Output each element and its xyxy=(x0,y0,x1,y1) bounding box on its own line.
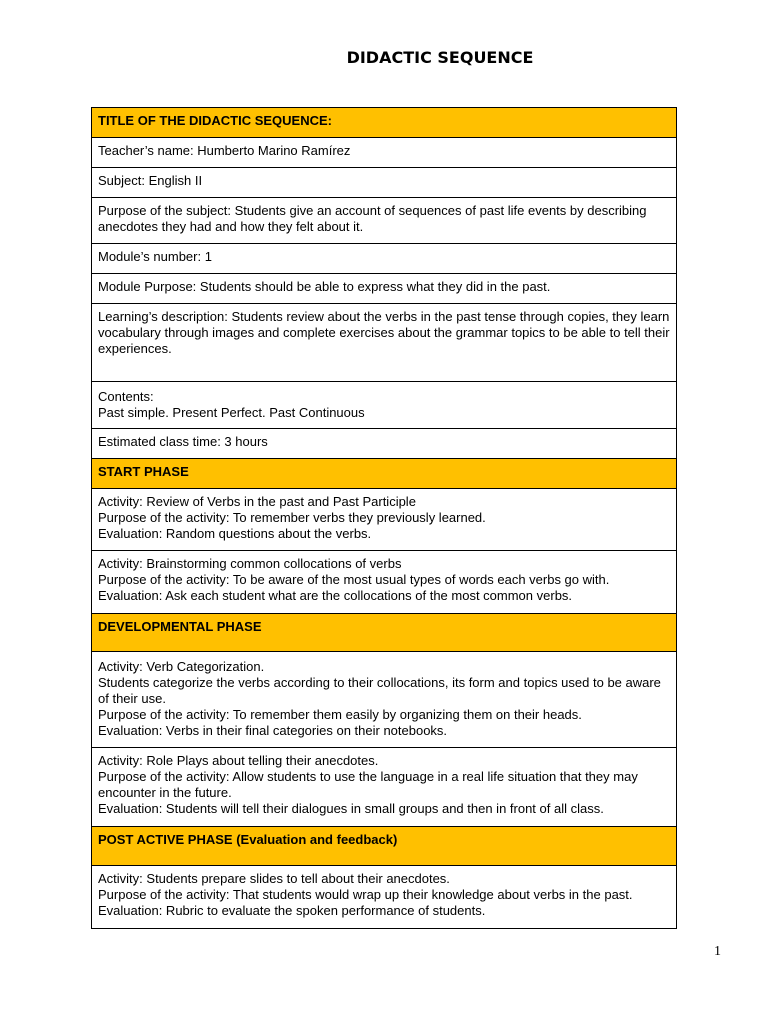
page-number: 1 xyxy=(714,944,721,959)
post-active-activity-row: Activity: Students prepare slides to tell about their anecdotes. Purpose of the activity: That students would wrap up their knowledge about verbs in the past. Evaluation: Rubric to evaluate the spoken performance of students. xyxy=(92,866,677,929)
developmental-activity-2-row: Activity: Role Plays about telling their anecdotes. Purpose of the activity: Allow students to use the language in a real life situation that they may encounter in the future. Evaluation: Students will tell their dialogues in small groups and then in front of all class. xyxy=(92,748,677,827)
module-purpose-row: Module Purpose: Students should be able to express what they did in the past. xyxy=(92,274,677,304)
estimated-class-time-row: Estimated class time: 3 hours xyxy=(92,429,677,459)
developmental-phase-header: DEVELOPMENTAL PHASE xyxy=(92,614,677,652)
start-activity-1-row: Activity: Review of Verbs in the past and Past Participle Purpose of the activity: To remember verbs they previously learned. Evaluation: Random questions about the verbs. xyxy=(92,489,677,551)
document-title: DIDACTIC SEQUENCE xyxy=(346,48,534,67)
teacher-name-row: Teacher’s name: Humberto Marino Ramírez xyxy=(92,138,677,168)
post-active-phase-header: POST ACTIVE PHASE (Evaluation and feedback) xyxy=(92,827,677,866)
start-activity-2-row: Activity: Brainstorming common collocations of verbs Purpose of the activity: To be aware of the most usual types of words each verbs go with. Evaluation: Ask each student what are the collocations of the most common verbs. xyxy=(92,551,677,614)
title-of-sequence-header: TITLE OF THE DIDACTIC SEQUENCE: xyxy=(92,108,677,138)
subject-row: Subject: English II xyxy=(92,168,677,198)
contents-row: Contents: Past simple. Present Perfect. Past Continuous xyxy=(92,382,677,429)
developmental-activity-1-row: Activity: Verb Categorization. Students categorize the verbs according to their collocations, its form and topics used to be aware of their use. Purpose of the activity: To remember them easily by organizing them on their heads. Evaluation: Verbs in their final categories on their notebooks. xyxy=(92,652,677,748)
module-number-row: Module’s number: 1 xyxy=(92,244,677,274)
start-phase-header: START PHASE xyxy=(92,459,677,489)
purpose-of-subject-row: Purpose of the subject: Students give an account of sequences of past life events by describing anecdotes they had and how they felt about it. xyxy=(92,198,677,244)
learning-description-row: Learning’s description: Students review about the verbs in the past tense through copies, they learn vocabulary through images and complete exercises about the grammar topics to be able to tell their experiences. xyxy=(92,304,677,382)
didactic-sequence-table xyxy=(91,107,677,929)
